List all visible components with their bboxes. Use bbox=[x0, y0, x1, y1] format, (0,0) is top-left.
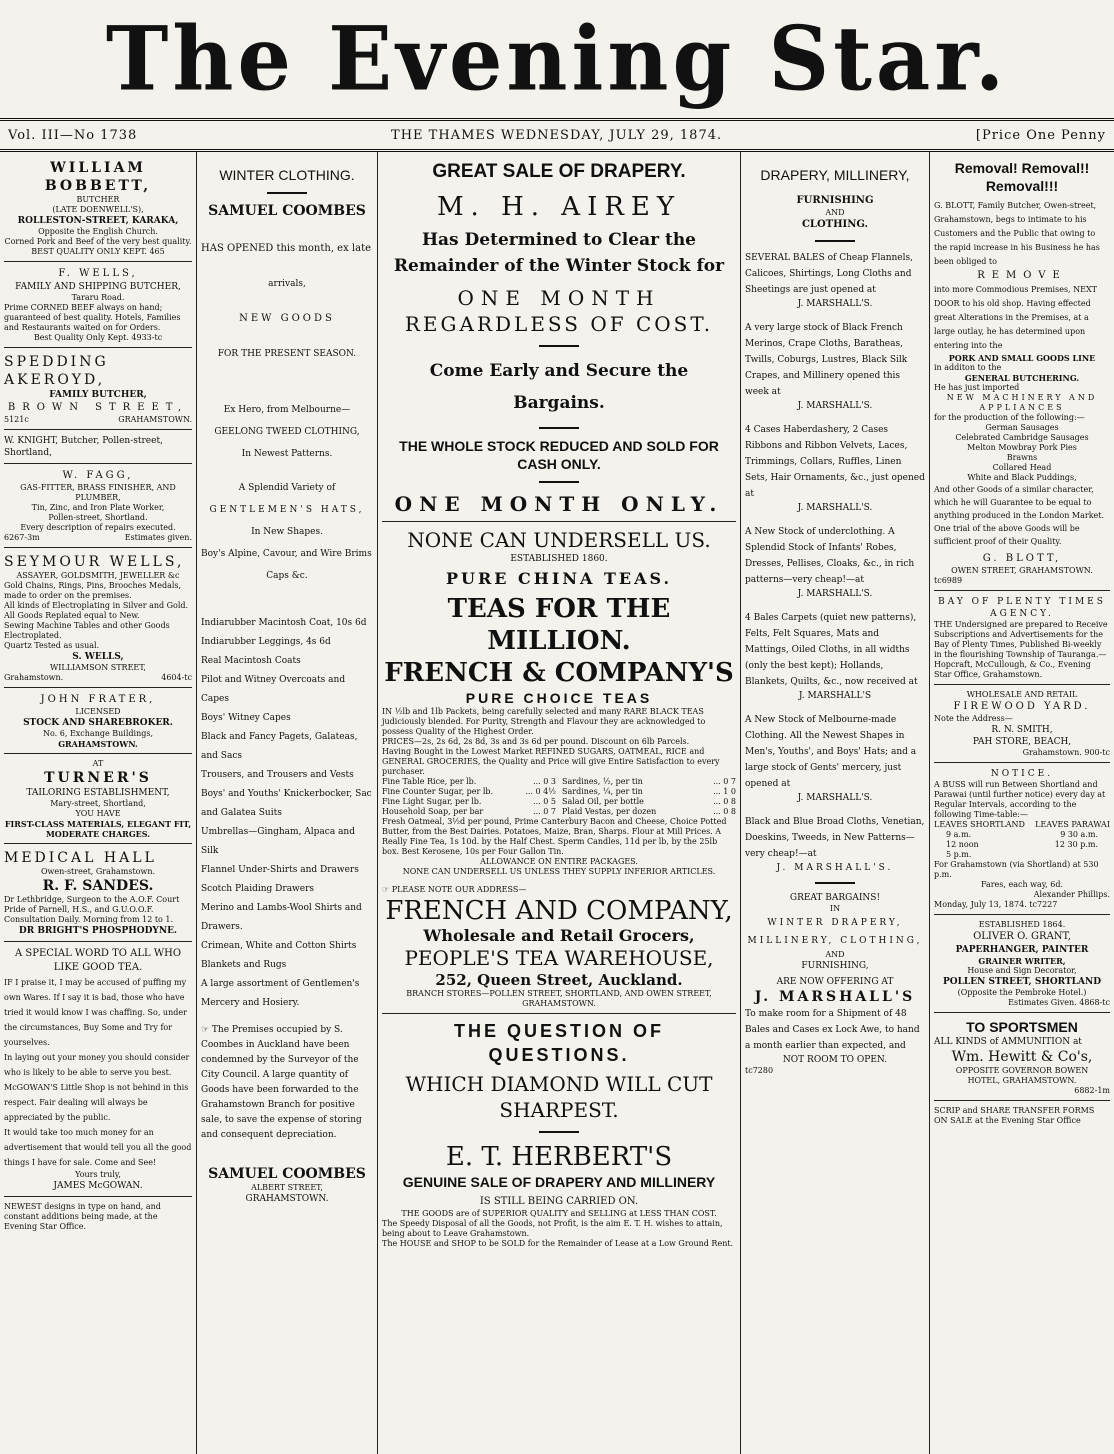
column-4: DRAPERY, MILLINERY, FURNISHING AND CLOTHING. SEVERAL BALES of Cheap Flannels, Calicoes, Shirtings, Long Cloths and Sheetings are just opened at J. MARSHALL'S. A very large stock of Black French Merinos, Crape Cloths, Baratheas, Twills, Coburgs, Lustres, Black Silk Crapes, and Millinery opened this week at J. MARSHALL'S. 4 Cases Haberdashery, 2 Cases Ribbons and Ribbon Velvets, Laces, Trimmings, Collars, Ruffles, Linen Sets, Hair Ornaments, &c., just opened at J. MARSHALL'S. A New Stock of underclothing. A Splendid Stock of Infants' Robes, Dresses, Pellises, Cloaks, &c., in rich patterns—very cheap!—at J. MARSHALL'S. 4 Bales Carpets (quiet new patterns), Felts, Felt Squares, Mats and Mattings, Oiled Cloths, in all widths (only the best kept); Hollands, Blankets, Quilts, &c., now received at J. MARSHALL'S A New Stock of Melbourne-made Clothing. All the Newest Shapes in Men's, Youths', and Boys' Hats; and a large stock of Gents' mercery, just opened at J. MARSHALL'S. Black and Blue Broad Cloths, Venetian, Doeskins, Tweeds, in New Patterns—very cheap!—at J. MARSHALL'S. GREAT BARGAINS! IN WINTER DRAPERY, MILLINERY, CLOTHING, AND FURNISHING, ARE NOW OFFERING AT J. MARSHALL'S To make room for a Shipment of 48 Bales and Cases ex Lock Awe, to hand a month earlier than expected, and NOT ROOM TO OPEN. tc7280 bbox=[740, 152, 929, 1454]
ad-knight: W. KNIGHT, Butcher, Pollen-street, Shortland, bbox=[4, 432, 192, 464]
newspaper-title: The Evening Star. bbox=[105, 6, 1009, 111]
price-table: Fine Table Rice, per lb. ... 0 3 Fine Counter Sugar, per lb. ... 0 4½ Fine Light Sugar, per lb. ... 0 5 Household Soap, per bar ... 0 7 Sardines, ½, per tin ... 0 7 Sardines, ¼, per tin ... 1 0 Salad Oil, per bottle ... 0 8 Plaid Vestas, per dozen ... 0 8 bbox=[382, 777, 736, 816]
column-1 bbox=[0, 152, 196, 1454]
advertiser-name: SAMUEL COOMBES bbox=[208, 203, 366, 219]
volume-number: Vol. III—No 1738 bbox=[8, 127, 138, 143]
ad-scrip: SCRIP and SHARE TRANSFER FORMS ON SALE at the Evening Star Office bbox=[934, 1106, 1095, 1125]
ad-wells-butcher: F. WELLS, FAMILY AND SHIPPING BUTCHER, Tararu Road. Prime CORNED BEEF always on hand; guaranteed of best quality. Hotels, Families and Restaurants waited on for Orders. Best Quality Only Kept. 4933-tc bbox=[4, 264, 192, 348]
ad-blott: Removal! Removal!! Removal!!! G. BLOTT, Family Butcher, Owen-street, Grahamstown, begs to intimate to his Customers and the Public that owing to the rapid increase in his Business he has been obliged to REMOVE into more Commodious Premises, NEXT DOOR to his old shop. Having effected great Alterations in the Premises, at a large outlay, he has determined upon entering into the PORK AND SMALL GOODS LINE in additon to the GENERAL BUTCHERING. He has just imported NEW MACHINERY AND APPLIANCES for the production of the following:— German Sausages Celebrated Cambridge Sausages Melton Mowbray Pork Pies Brawns Collared Head White and Black Puddings, And other Goods of a similar character, which he will Guarantee to be equal to anything produced in the London Market. One trial of the above Goods will be sufficient proof of their Quality. G. BLOTT, OWEN STREET, GRAHAMSTOWN. tc6989 bbox=[934, 156, 1110, 591]
ad-bay-of-plenty: BAY OF PLENTY TIMES AGENCY. THE Undersigned are prepared to Receive Subscriptions and Advertisements for the Bay of Plenty Times, Published Bi-weekly in the flourishing Township of Tauranga.—Hopcraft, McCullough, & Co., Evening Star Office, Grahamstown. bbox=[934, 593, 1110, 685]
ad-hewitt: TO SPORTSMEN ALL KINDS of AMMUNITION at Wm. Hewitt & Co's, OPPOSITE GOVERNOR BOWEN HOTEL, GRAHAMSTOWN. 6882-1m bbox=[934, 1015, 1110, 1101]
column-5 bbox=[929, 152, 1114, 1454]
ad-medical-hall: MEDICAL HALL Owen-street, Grahamstown. R. F. SANDES. Dr Lethbridge, Surgeon to the A.O.F. Court Pride of Parnell, H.S., and G.U.O.O.F. Consultation Daily. Morning from 12 to 1. DR BRIGHT'S PHOSPHODYNE. bbox=[4, 846, 192, 942]
ad-mcgowan: A SPECIAL WORD TO ALL WHO LIKE GOOD TEA. IF I praise it, I may be accused of puffing my own Wares. If I say it is bad, those who have tried it would know I was chaffing. So, under the circumstances, Buy Some and Try for yourselves. In laying out your money you should consider who is likely to be able to serve you best. McGOWAN'S Little Shop is not behind in this respect. Fair dealing will always be appreciated by the public. It would take too much money for an advertisement that would tell you all the good things I have for sale. Come and See! Yours truly, JAMES McGOWAN. bbox=[4, 944, 192, 1197]
dateline-bar bbox=[0, 118, 1114, 152]
ad-fagg: W. FAGG, GAS-FITTER, BRASS FINISHER, AND PLUMBER, Tin, Zinc, and Iron Plate Worker, Pollen-street, Shortland. Every description of repairs executed. 6267-3m Estimates given. bbox=[4, 466, 192, 548]
column-2: WINTER CLOTHING. SAMUEL COOMBES HAS OPENED this month, ex late arrivals, NEW GOODS FOR THE PRESENT SEASON. Ex Hero, from Melbourne— GEELONG TWEED CLOTHING, In Newest Patterns. A Splendid Variety of GENTLEMEN'S HATS, In New Shapes. Boy's Alpine, Cavour, and Wire Brims Caps &c. Indiarubber Macintosh Coat, 10s 6d Indiarubber Leggings, 4s 6d Real Macintosh Coats Pilot and Witney Overcoats and Capes Boys' Witney Capes Black and Fancy Pagets, Galateas, and Sacs Trousers, and Trousers and Vests Boys' and Youths' Knickerbocker, Sac and Galatea Suits Umbrellas—Gingham, Alpaca and Silk Flannel Under-Shirts and Drawers Scotch Plaiding Drawers Merino and Lambs-Wool Shirts and Drawers. Crimean, White and Cotton Shirts Blankets and Rugs A large assortment of Gentlemen's Mercery and Hosiery. ☞ The Premises occupied by S. Coombes in Auckland have been condemned by the Surveyor of the City Council. A large quantity of Goods have been forwarded to the Grahamstown Branch for positive sale, to save the expense of storing and consequent depreciation. SAMUEL COOMBES ALBERT STREET, GRAHAMSTOWN. bbox=[196, 152, 377, 1454]
ad-newest-designs: NEWEST designs in type on hand, and constant additions being made, at the Evening Star Office. bbox=[4, 1202, 161, 1231]
masthead bbox=[0, 0, 1114, 118]
premises-notice: ☞ The Premises occupied by S. Coombes in Auckland have been condemned by the Surveyor of the City Council. A large quantity of Goods have been forwarded to the Grahamstown Branch for positive sale, to save the expense of storing and consequent depreciation. bbox=[201, 1025, 362, 1140]
ad-akeroyd: SPEDDING AKEROYD, FAMILY BUTCHER, BROWN STREET, 5121c GRAHAMSTOWN. bbox=[4, 350, 192, 430]
ad-title: WINTER CLOTHING. bbox=[219, 167, 355, 183]
ad-turner: AT TURNER'S TAILORING ESTABLISHMENT, Mary-street, Shortland, YOU HAVE FIRST-CLASS MATERIALS, ELEGANT FIT, MODERATE CHARGES. bbox=[4, 756, 192, 844]
price: [Price One Penny bbox=[975, 127, 1106, 143]
clothing-items: Indiarubber Macintosh Coat, 10s 6d Indiarubber Leggings, 4s 6d Real Macintosh Coats Pilot and Witney Overcoats and Capes Boys' Witney Capes Black and Fancy Pagets, Galateas, and Sacs Trousers, and Trousers and Vests Boys' and Youths' Knickerbocker, Sac and Galatea Suits Umbrellas—Gingham, Alpaca and Silk Flannel Under-Shirts and Drawers Scotch Plaiding Drawers Merino and Lambs-Wool Shirts and Drawers. Crimean, White and Cotton Shirts Blankets and Rugs A large assortment of Gentlemen's Mercery and Hosiery. bbox=[201, 618, 372, 1008]
ad-french-company: NONE CAN UNDERSELL US. ESTABLISHED 1860. PURE CHINA TEAS. TEAS FOR THE MILLION. FRENCH & COMPANY'S PURE CHOICE TEAS IN ½lb and 1lb Packets, being carefully selected and many RARE BLACK TEAS judiciously blended. For Purity, Strength and Flavour they are acknowledged to possess Quality of the Highest Order. PRICES—2s, 2s 6d, 2s 8d, 3s and 3s 6d per pound. Discount on 6lb Parcels. Having Bought in the Lowest Market REFINED SUGARS, OATMEAL, RICE and GENERAL GROCERIES, the Quality and Price will give Entire Satisfaction to every purchaser. Fine Table Rice, per lb. ... 0 3 Fine Counter Sugar, per lb. ... 0 4½ Fine Light Sugar, per lb. ... 0 5 Household Soap, per bar ... 0 7 Sardines, ½, per tin ... 0 7 Sardines, ¼, per tin ... 1 0 Salad Oil, per bottle ... 0 8 Plaid Vestas, per dozen ... 0 8 Fresh Oatmeal, 3½d per pound, Prime Canterbury Bacon and Cheese, Choice Potted Butter, from the Best Dairies. Potatoes, Maize, Bran, Sharps. Flour at Mill Prices. A Really Fine Tea, 1s 10d. by the Half Chest. Sperm Candles, 11d per lb, by the 25lb box. Best Kerosene, 10s per Four Gallon Tin. ALLOWANCE ON ENTIRE PACKAGES. NONE CAN UNDERSELL US UNLESS THEY SUPPLY INFERIOR ARTICLES. ☞ PLEASE NOTE OUR ADDRESS— FRENCH AND COMPANY, Wholesale and Retail Grocers, PEOPLE'S TEA WAREHOUSE, 252, Queen Street, Auckland. BRANCH STORES—POLLEN STREET, SHORTLAND, AND OWEN STREET, GRAHAMSTOWN. bbox=[382, 524, 736, 1014]
issue-date: THE THAMES WEDNESDAY, JULY 29, 1874. bbox=[391, 127, 723, 143]
ad-grant: ESTABLISHED 1864. OLIVER O. GRANT, PAPERHANGER, PAINTER GRAINER WRITER, House and Sign Decorator, POLLEN STREET, SHORTLAND (Opposite the Pembroke Hotel.) Estimates Given. 4868-tc bbox=[934, 917, 1110, 1013]
ad-herbert: THE QUESTION OF QUESTIONS. WHICH DIAMOND WILL CUT SHARPEST. E. T. HERBERT'S GENUINE SALE OF DRAPERY AND MILLINERY IS STILL BEING CARRIED ON. THE GOODS are of SUPERIOR QUALITY and SELLING at LESS THAN COST. The Speedy Disposal of all the Goods, not Profit, is the aim E. T. H. wishes to attain, being about to Leave Grahamstown. The HOUSE and SHOP to be SOLD for the Remainder of Lease at a Low Ground Rent. bbox=[382, 1021, 734, 1248]
ad-bus-notice: NOTICE. A BUSS will run Between Shortland and Parawai (until further notice) every day at Regular Intervals, according to the following Time-table:— LEAVES SHORTLAND LEAVES PARAWAI 9 a.m. 9 30 a.m. 12 noon 12 30 p.m. 5 p.m. For Grahamstown (via Shortland) at 530 p.m. Fares, each way, 6d. Alexander Phillips. Monday, July 13, 1874. tc7227 bbox=[934, 765, 1110, 915]
ad-firewood: WHOLESALE AND RETAIL FIREWOOD YARD. Note the Address— R. N. SMITH, PAH STORE, BEACH, Grahamstown. 900-tc bbox=[934, 687, 1110, 763]
ad-airey: GREAT SALE OF DRAPERY. M. H. AIREY Has Determined to Clear the Remainder of the Winter Stock for ONE MONTH REGARDLESS OF COST. Come Early and Secure the Bargains. THE WHOLE STOCK REDUCED AND SOLD FOR CASH ONLY. ONE MONTH ONLY. bbox=[382, 156, 736, 522]
column-3 bbox=[377, 152, 740, 1454]
ad-bobbett: WILLIAM BOBBETT, BUTCHER (LATE DOENWELL'S), ROLLESTON-STREET, KARAKA, Opposite the English Church. Corned Pork and Beef of the very best quality. BEST QUALITY ONLY KEPT. 465 bbox=[4, 156, 192, 262]
columns bbox=[0, 152, 1114, 1454]
ad-frater: JOHN FRATER, LICENSED STOCK AND SHAREBROKER. No. 6, Exchange Buildings, GRAHAMSTOWN. bbox=[4, 690, 192, 754]
ad-seymour-wells: SEYMOUR WELLS, ASSAYER, GOLDSMITH, JEWELLER &c Gold Chains, Rings, Pins, Brooches Medals, made to order on the premises. All kinds of Electroplating in Silver and Gold. All Goods Replated equal to New. Sewing Machine Tables and other Goods Electroplated. Quartz Tested as usual. S. WELLS, WILLIAMSON STREET, Grahamstown. 4604-tc bbox=[4, 550, 192, 688]
